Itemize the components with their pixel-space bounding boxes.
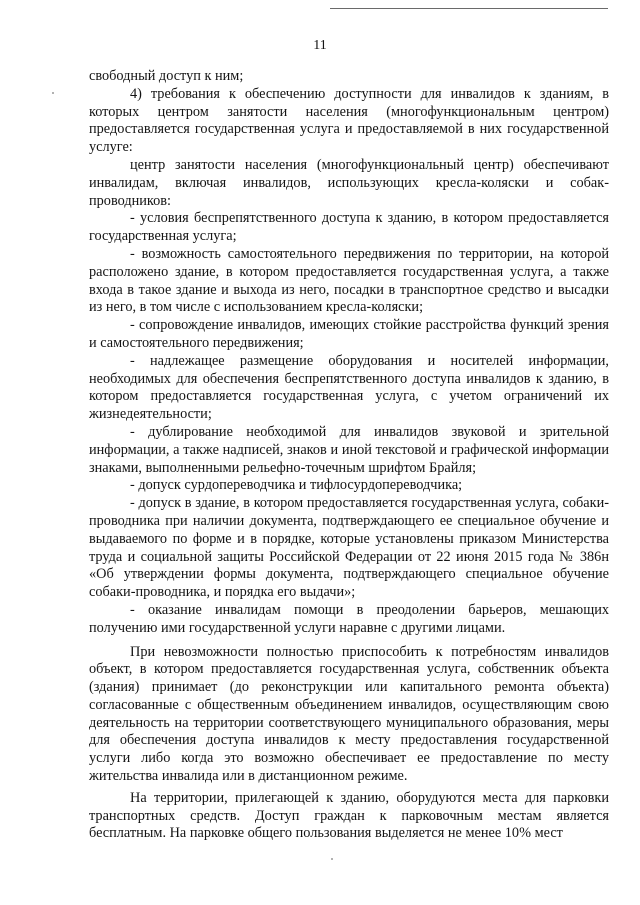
- list-item-barrier-assistance: - оказание инвалидам помощи в преодолении барьеров, мешающих получению ими государственной услуги наравне с другими лицами.: [89, 601, 609, 636]
- paragraph-center-provides: центр занятости населения (многофункциональный центр) обеспечивают инвалидам, включая инвалидов, использующих кресла-коляски и собак-проводников:: [89, 156, 609, 209]
- list-item-movement: - возможность самостоятельного передвижения по территории, на которой расположено здание, в котором предоставляется государственная услуга, а также входа в такое здание и выхода из него, посадки в транспортное средство и высадки из него, в том числе с использованием кресла-коляски;: [89, 245, 609, 316]
- list-item-equipment-placement: - надлежащее размещение оборудования и носителей информации, необходимых для обеспечения беспрепятственного доступа инвалидов к зданию, в котором предоставляется государственная услуга, с учетом ограничений их жизнедеятельности;: [89, 352, 609, 423]
- paragraph-requirements: 4) требования к обеспечению доступности для инвалидов к зданиям, в которых центром занятости населения (многофункциональным центром) предоставляется государственная услуга и предоставляемой в них государственной услуге:: [89, 85, 609, 156]
- list-item-access-conditions: - условия беспрепятственного доступа к зданию, в котором предоставляется государственная услуга;: [89, 210, 609, 245]
- page-number: 11: [313, 38, 327, 53]
- list-item-interpreter-admission: - допуск сурдопереводчика и тифлосурдопереводчика;: [130, 477, 463, 494]
- document-body: [89, 68, 609, 843]
- paragraph-intro: свободный доступ к ним;: [89, 68, 244, 84]
- scan-artifact-line: [330, 8, 608, 9]
- paragraph-adaptation-impossible: При невозможности полностью приспособить к потребностям инвалидов объект, в котором предоставляется государственная услуга, собственник объекта (здания) принимает (до реконструкции или капитального ремонта объекта) согласованные с общественным объединением инвалидов, осуществляющим свою деятельность на территории соответствующего муниципального образования, меры для обеспечения доступа инвалидов к месту предоставления государственной услуги либо когда это возможно обеспечивает ее предоставление по месту жительства инвалида или в дистанционном режиме.: [89, 643, 609, 785]
- list-item-escort: - сопровождение инвалидов, имеющих стойкие расстройства функций зрения и самостоятельного передвижения;: [89, 317, 609, 351]
- scan-speck: [52, 92, 54, 94]
- list-item-braille-duplication: - дублирование необходимой для инвалидов звуковой и зрительной информации, а также надписей, знаков и иной текстовой и графической информации знаками, выполненными рельефно-точечным шрифтом Брайля;: [89, 423, 609, 476]
- paragraph-parking: На территории, прилегающей к зданию, оборудуются места для парковки транспортных средств. Доступ граждан к парковочным местам является бесплатным. На парковке общего пользования выделяется не менее 10% мест: [89, 789, 609, 842]
- list-item-guide-dog-admission: - допуск в здание, в котором предоставляется государственная услуга, собаки-проводника при наличии документа, подтверждающего ее специальное обучение и выдаваемого по форме и в порядке, которые установлены приказом Министерства труда и социальной защиты Российской Федерации от 22 июня 2015 года № 386н «Об утверждении формы документа, подтверждающего специальное обучение собаки-проводника, и порядка его выдачи»;: [89, 495, 609, 601]
- scan-speck: [331, 858, 333, 860]
